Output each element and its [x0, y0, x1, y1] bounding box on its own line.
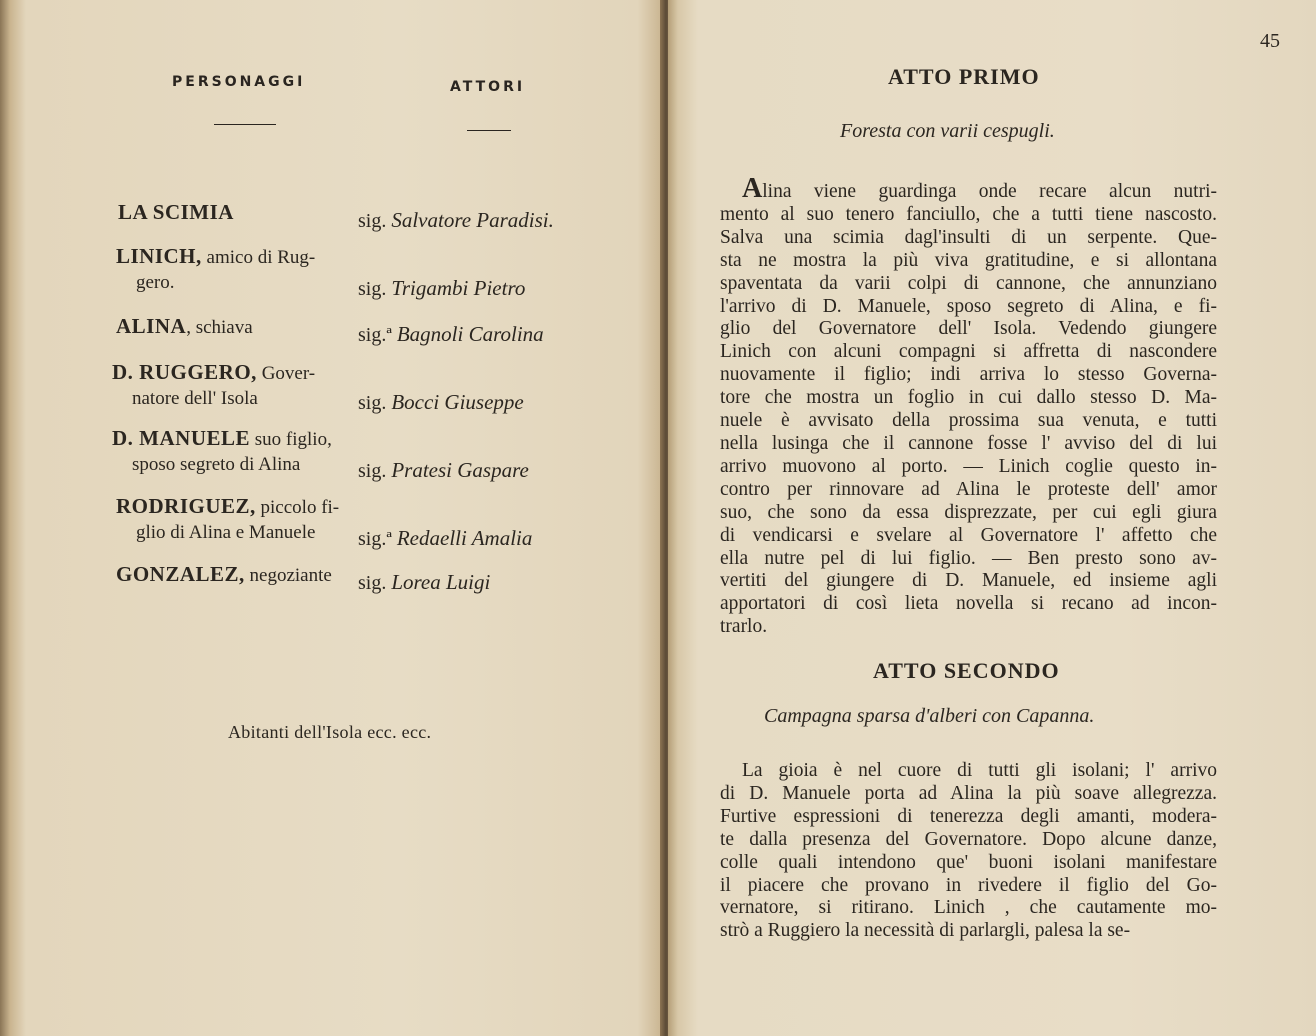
- characters-header: PERSONAGGI: [172, 74, 306, 90]
- text-line: suo, che sono da essa disprezzate, per cui egli giura: [720, 501, 1217, 523]
- text-line: tore che mostra un foglio in cui dallo stesso D. Ma-: [720, 387, 1217, 409]
- act-one-scene: Foresta con varii cespugli.: [840, 120, 1055, 142]
- text-line: di vendicarsi e svelare al Governatore l' affetto che: [720, 524, 1217, 546]
- role-description-cont: sposo segreto di Alina: [132, 454, 301, 475]
- text-line: nella lusinga che il cannone fosse l' avviso del di lui: [720, 432, 1217, 454]
- text-line: strò a Ruggiero la necessità di parlargli, palesa la se-: [720, 920, 1131, 942]
- actor-title: sig.: [358, 278, 387, 300]
- role-name: GONZALEZ,: [116, 562, 245, 586]
- text-line: Linich con alcuni compagni si affretta di nascondere: [720, 341, 1217, 363]
- actor-title: sig.ª: [358, 528, 392, 550]
- text-line-content: lina viene guardinga onde recare alcun nutri-: [762, 181, 1217, 202]
- text-line: apportatori di così lieta novella si recano ad incon-: [720, 593, 1217, 615]
- role-description: amico di Rug-: [201, 247, 316, 268]
- actor-name: Trigambi Pietro: [391, 276, 526, 300]
- actor-name: Bagnoli Carolina: [396, 322, 544, 346]
- cast-role: [116, 244, 315, 295]
- actors-rule: [467, 130, 511, 131]
- role-name: LINICH,: [116, 244, 202, 268]
- inhabitants-note: Abitanti dell'Isola ecc. ecc.: [228, 722, 432, 742]
- text-line: spaventata da varii colpi di cannone, che annunziano: [720, 272, 1217, 294]
- actor-title: sig.: [358, 460, 387, 482]
- cast-role: [118, 200, 234, 226]
- act-one-synopsis: [720, 178, 1217, 639]
- text-line: colle quali intendono que' buoni isolani manifestare: [720, 851, 1217, 873]
- text-line: Salva una scimia dagl'insulti di un serpente. Que-: [720, 226, 1217, 248]
- text-line: nuovamente il figlio; indi arriva lo stesso Governa-: [720, 364, 1217, 386]
- text-line: nuele è avvisato della prossima sua venuta, e tutti: [720, 410, 1217, 432]
- actor-title: sig.: [358, 210, 387, 232]
- text-line: il piacere che provano in rivedere il figlio del Go-: [720, 874, 1217, 896]
- text-line: contro per rinnovare ad Alina le proteste dell' amor: [720, 478, 1217, 500]
- cast-actor: [358, 570, 490, 595]
- role-name: D. MANUELE: [112, 426, 251, 450]
- actor-name: Pratesi Gaspare: [391, 458, 529, 482]
- act-two-synopsis: [720, 760, 1217, 943]
- cast-actor: [358, 208, 554, 233]
- text-line: [720, 178, 1217, 204]
- actor-title: sig.ª: [358, 324, 392, 346]
- actor-name: Lorea Luigi: [391, 570, 491, 594]
- role-description: piccolo fi-: [255, 497, 340, 518]
- text-line: mento al suo tenero fanciullo, che a tutti tiene nascosto.: [720, 203, 1217, 225]
- actor-title: sig.: [358, 572, 387, 594]
- text-line: trarlo.: [720, 616, 768, 638]
- role-description: suo figlio,: [250, 429, 332, 450]
- text-line: Furtive espressioni di tenerezza degli amanti, modera-: [720, 805, 1217, 827]
- cast-actor: [358, 526, 532, 551]
- text-line: arrivo muovono al porto. — Linich coglie questo in-: [720, 455, 1217, 477]
- page-number: 45: [1260, 30, 1280, 52]
- role-description: Gover-: [256, 363, 316, 384]
- text-line: glio del Governatore dell' Isola. Vedendo giungere: [720, 318, 1217, 340]
- cast-role: [112, 426, 332, 477]
- act-two-scene: Campagna sparsa d'alberi con Capanna.: [764, 705, 1095, 727]
- act-one-title: ATTO PRIMO: [888, 64, 1040, 89]
- right-page: [668, 0, 1316, 1036]
- actor-name: Redaelli Amalia: [396, 526, 533, 550]
- act-two-title: ATTO SECONDO: [873, 658, 1060, 683]
- cast-actor: [358, 458, 529, 483]
- text-line: vertiti del giungere di D. Manuele, ed insieme agli: [720, 570, 1217, 592]
- role-description: , schiava: [186, 317, 253, 338]
- actor-name: Salvatore Paradisi.: [391, 208, 554, 232]
- cast-role: [112, 360, 315, 411]
- role-description: negoziante: [244, 565, 332, 586]
- actor-title: sig.: [358, 392, 387, 414]
- cast-role: [116, 314, 253, 340]
- cast-actor: [358, 322, 544, 347]
- role-name: LA SCIMIA: [118, 200, 234, 224]
- text-line: vernatore, si ritirano. Linich , che cautamente mo-: [720, 897, 1217, 919]
- text-line: ella nutre pel di lui figlio. — Ben presto sono av-: [720, 547, 1217, 569]
- actors-header: ATTORI: [450, 79, 526, 95]
- drop-cap: A: [742, 178, 763, 204]
- cast-actor: [358, 276, 525, 301]
- characters-rule: [214, 124, 276, 125]
- role-name: ALINA: [116, 314, 187, 338]
- cast-role: [116, 494, 339, 545]
- cast-role: [116, 562, 332, 588]
- text-line: La gioia è nel cuore di tutti gli isolani; l' arrivo: [742, 760, 1217, 781]
- role-description-cont: glio di Alina e Manuele: [136, 522, 316, 543]
- role-description-cont: natore dell' Isola: [132, 388, 258, 409]
- text-line: di D. Manuele porta ad Alina la più soave allegrezza.: [720, 782, 1217, 804]
- text-line: l'arrivo di D. Manuele, sposo segreto di Alina, e fi-: [720, 295, 1217, 317]
- cast-actor: [358, 390, 524, 415]
- role-description-cont: gero.: [136, 272, 175, 293]
- text-line: sta ne mostra la più viva gratitudine, e si allontana: [720, 249, 1217, 271]
- text-line: te dalla presenza del Governatore. Dopo alcune danze,: [720, 828, 1217, 850]
- actor-name: Bocci Giuseppe: [391, 390, 524, 414]
- role-name: D. RUGGERO,: [112, 360, 257, 384]
- role-name: RODRIGUEZ,: [116, 494, 256, 518]
